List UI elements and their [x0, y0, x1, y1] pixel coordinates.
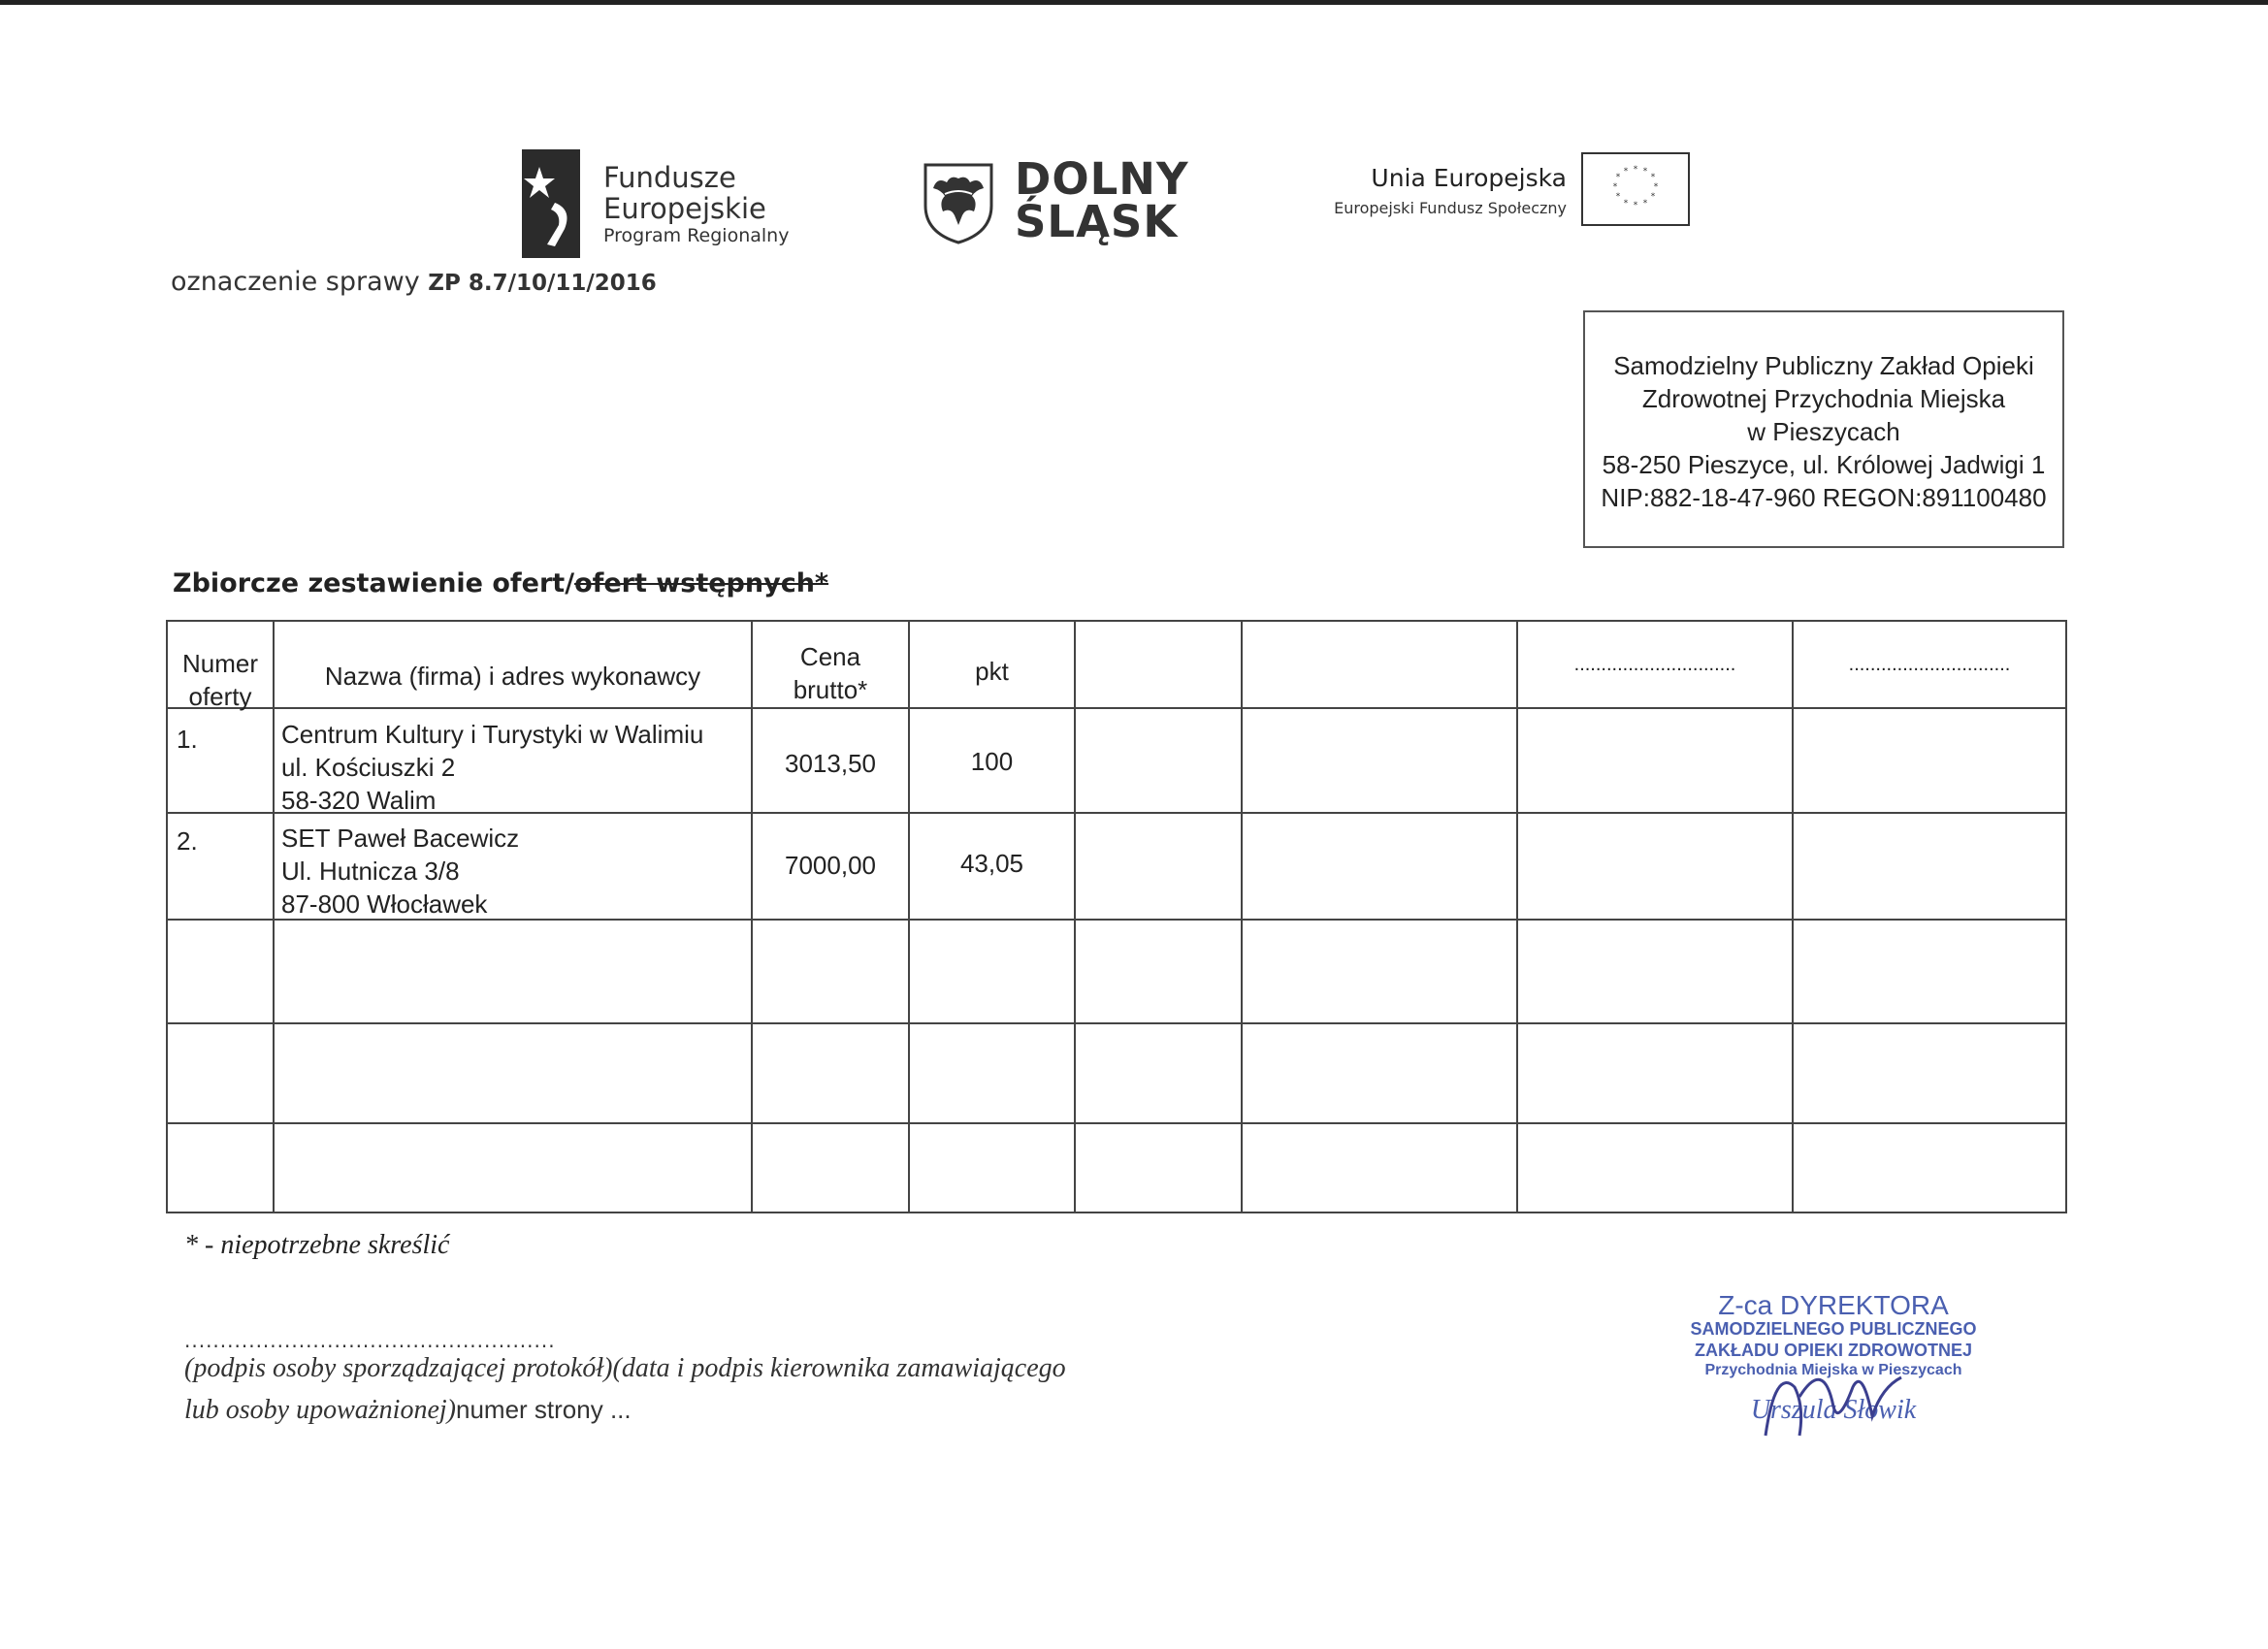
- signature-caption-line2a: lub osoby upoważnionej): [184, 1395, 456, 1425]
- row-2-points: 43,05: [959, 849, 1024, 878]
- row-1-price: 3013,50: [785, 749, 876, 778]
- row-1-name-line2: ul. Kościuszki 2: [281, 753, 456, 782]
- header-price: [752, 640, 909, 706]
- row-1-name-line1: Centrum Kultury i Turystyki w Walimiu: [281, 720, 704, 749]
- signature-caption-line1: (podpis osoby sporządzającej protokół)(data i podpis kierownika zamawiającego: [184, 1353, 1066, 1383]
- row-2-price: 7000,00: [785, 851, 876, 880]
- page-number-caption: numer strony ...: [456, 1395, 632, 1424]
- svg-text:*: *: [1642, 199, 1648, 209]
- stamp-title: Z-ca DYREKTORA: [1718, 1290, 1949, 1320]
- eu-line1: Unia Europejska: [1371, 164, 1567, 192]
- address-line: Samodzielny Publiczny Zakład Opieki: [1613, 351, 2034, 380]
- svg-text:*: *: [1642, 167, 1648, 177]
- row-2-name-line3: 87-800 Włocławek: [281, 889, 488, 919]
- row-2-name-line2: Ul. Hutnicza 3/8: [281, 857, 460, 886]
- heading-struck: ofert wstępnych*: [574, 568, 829, 598]
- address-line: NIP:882-18-47-960 REGON:891100480: [1601, 483, 2047, 512]
- svg-text:*: *: [1633, 165, 1638, 175]
- header-extra-1: ..............................: [1573, 654, 1736, 675]
- svg-text:*: *: [1653, 182, 1659, 192]
- fe-line1: Fundusze: [603, 161, 736, 194]
- row-1-points: 100: [970, 747, 1014, 776]
- svg-text:*: *: [1615, 192, 1621, 202]
- eu-line2: Europejski Fundusz Społeczny: [1334, 199, 1567, 217]
- director-stamp: [1639, 1290, 2027, 1436]
- header-number-line2: oferty: [188, 682, 252, 711]
- stamp-line3: ZAKŁADU OPIEKI ZDROWOTNEJ: [1695, 1341, 1972, 1360]
- header-number: [167, 647, 274, 713]
- stamp-name: Urszula Słowik: [1750, 1395, 1917, 1425]
- svg-text:*: *: [1650, 192, 1656, 202]
- svg-text:*: *: [1633, 201, 1638, 210]
- header-name: Nazwa (firma) i adres wykonawcy: [324, 662, 701, 691]
- signature-dots: ....................................................: [184, 1329, 556, 1352]
- case-label: oznaczenie sprawy: [171, 267, 420, 297]
- address-line: 58-250 Pieszyce, ul. Królowej Jadwigi 1: [1602, 450, 2046, 479]
- row-2-number: 2.: [177, 826, 198, 856]
- stamp-line2: SAMODZIELNEGO PUBLICZNEGO: [1690, 1319, 1977, 1339]
- ds-line2: ŚLĄSK: [1015, 196, 1179, 247]
- header-extra-2: ..............................: [1848, 654, 2011, 675]
- stamp-line4: Przychodnia Miejska w Pieszycach: [1704, 1362, 1962, 1378]
- case-number: ZP 8.7/10/11/2016: [428, 271, 657, 296]
- address-line: Zdrowotnej Przychodnia Miejska: [1641, 384, 2006, 413]
- fe-line3: Program Regionalny: [603, 225, 790, 246]
- row-1-name-line3: 58-320 Walim: [281, 786, 437, 815]
- header-price-line2: brutto*: [793, 675, 868, 704]
- ds-line1: DOLNY: [1015, 153, 1189, 205]
- signature-caption-line2: [184, 1395, 632, 1426]
- row-1-name: [281, 718, 703, 817]
- heading-main: Zbiorcze zestawienie ofert/: [173, 568, 575, 598]
- header-number-line1: Numer: [181, 649, 258, 678]
- header-points: pkt: [975, 657, 1009, 686]
- svg-text:*: *: [1612, 182, 1618, 192]
- fe-line2: Europejskie: [603, 192, 766, 225]
- svg-text:*: *: [1615, 173, 1621, 182]
- row-2-name-line1: SET Paweł Bacewicz: [281, 824, 520, 853]
- row-1-number: 1.: [177, 725, 198, 754]
- footnote: * - niepotrzebne skreślić: [184, 1230, 450, 1260]
- row-2-name: [281, 822, 519, 921]
- address-line: w Pieszycach: [1747, 417, 1900, 446]
- svg-text:*: *: [1623, 167, 1629, 177]
- handwritten-signature-icon: [1707, 1348, 1940, 1445]
- svg-text:*: *: [1623, 199, 1629, 209]
- svg-text:*: *: [1650, 173, 1656, 182]
- header-price-line1: Cena: [799, 642, 861, 671]
